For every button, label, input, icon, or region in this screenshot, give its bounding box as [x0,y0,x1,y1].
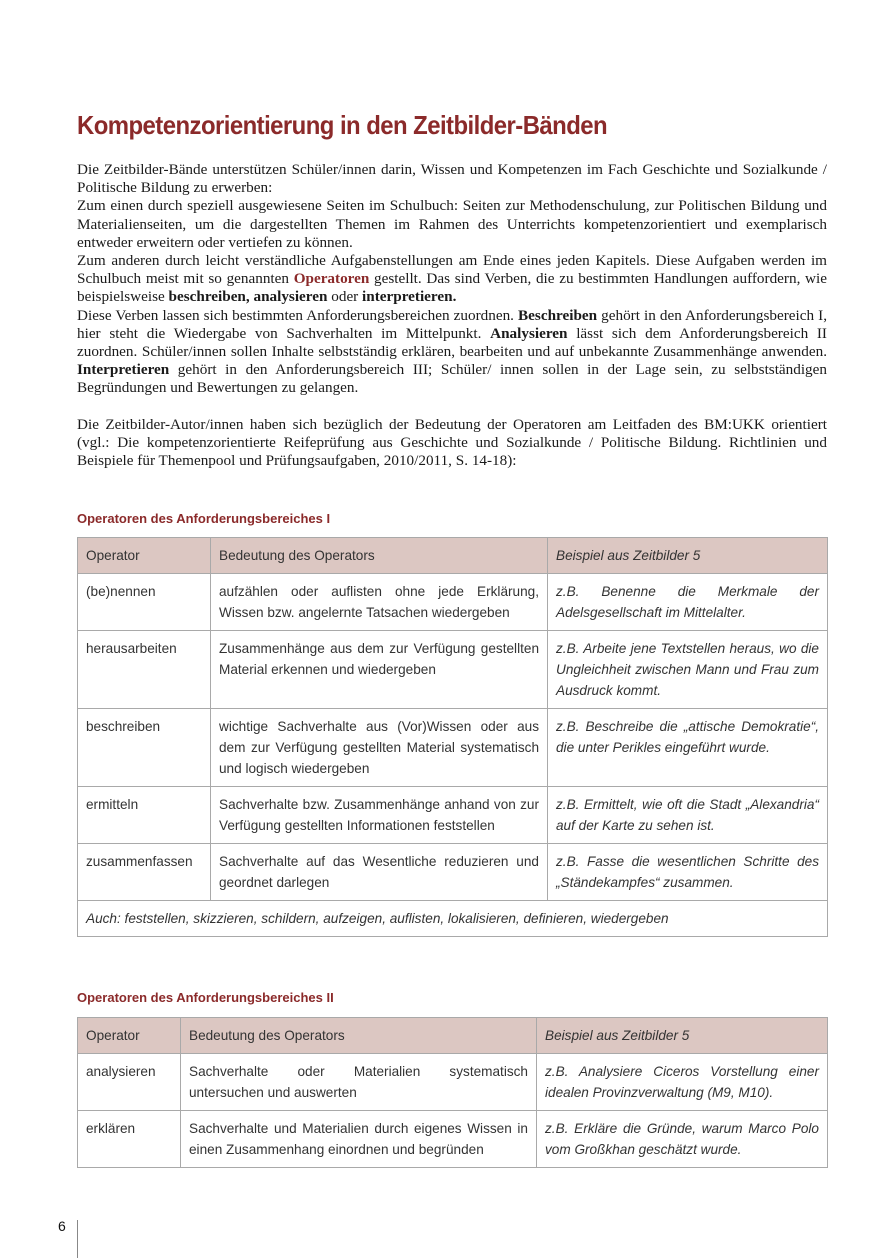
table-row [78,631,828,709]
example-cell: z.B. Arbeite jene Textstellen heraus, wo die Ungleichheit zwischen Mann und Frau zum Ausdruck kommt. [548,631,828,709]
table-footer-row [78,901,828,937]
meaning-cell: Sachverhalte bzw. Zusammenhänge anhand von zur Verfügung gestellten Informationen feststellen [211,787,548,844]
bold-term: Beschreiben [518,306,598,324]
meaning-cell: wichtige Sachverhalte aus (Vor)Wissen oder aus dem zur Verfügung gestellten Material systematisch und logisch wiedergeben [211,709,548,787]
intro-text [77,161,827,470]
example-cell: z.B. Erkläre die Gründe, warum Marco Polo vom Großkhan geschätzt wurde. [537,1111,828,1168]
bold-term: beschreiben, analysieren [168,288,328,306]
page-number: 6 [58,1218,66,1234]
section-heading-2: Operatoren des Anforderungsbereiches II [77,990,334,1005]
table-header-row [78,538,828,574]
example-cell: z.B. Fasse die wesentlichen Schritte des „Ständekampfes“ zusammen. [548,844,828,901]
intro-paragraph-1: Die Zeitbilder-Bände unterstützen Schüler/innen darin, Wissen und Kompetenzen im Fach Geschichte und Sozialkunde / Politische Bildung zu erwerben: [77,161,827,197]
intro-paragraph-4 [77,307,827,398]
bold-term: Interpretieren [77,361,170,379]
text-span: lässt sich dem Anforderungsbereich II zuordnen. Schüler/innen sollen Inhalte selbstständig erklären, bearbeiten und auf unbekannte Zusammenhänge anwenden. [77,324,827,361]
bold-term: Analysieren [490,324,568,342]
text-span: gehört in den Anforderungsbereich III; Schüler/ innen sollen in der Lage sein, zu selbstständigen Begründungen und Bewertungen zu gelangen. [77,361,827,397]
operatoren-highlight: Operatoren [293,270,370,288]
example-cell: z.B. Ermittelt, wie oft die Stadt „Alexandria“ auf der Karte zu sehen ist. [548,787,828,844]
header-example: Beispiel aus Zeitbilder 5 [537,1018,828,1054]
header-example: Beispiel aus Zeitbilder 5 [548,538,828,574]
meaning-cell: aufzählen oder auflisten ohne jede Erklärung, Wissen bzw. angelernte Tatsachen wiedergeben [211,574,548,631]
intro-paragraph-3 [77,252,827,307]
text-span: oder [327,288,363,306]
operator-cell: ermitteln [78,787,211,844]
operator-cell: herausarbeiten [78,631,211,709]
header-meaning: Bedeutung des Operators [211,538,548,574]
example-cell: z.B. Beschreibe die „attische Demokratie“, die unter Perikles eingeführt wurde. [548,709,828,787]
operators-table-1 [77,537,828,937]
operators-table-2 [77,1017,828,1168]
intro-paragraph-5: Die Zeitbilder-Autor/innen haben sich bezüglich der Bedeutung der Operatoren am Leitfaden des BM:UKK orientiert (vgl.: Die kompetenzorientierte Reifeprüfung aus Geschichte und Sozialkunde / Politische Bildung. Richtlinien und Beispiele für Themenpool und Prüfungsaufgaben, 2010/2011, S. 14-18): [77,415,827,470]
header-operator: Operator [78,538,211,574]
meaning-cell: Sachverhalte oder Materialien systematisch untersuchen und auswerten [181,1054,537,1111]
also-operators-cell: Auch: feststellen, skizzieren, schildern, aufzeigen, auflisten, lokalisieren, definieren, wiedergeben [78,901,828,937]
table-header-row [78,1018,828,1054]
operator-cell: analysieren [78,1054,181,1111]
page-divider-line [77,1220,78,1258]
table-row [78,574,828,631]
table-row [78,709,828,787]
header-meaning: Bedeutung des Operators [181,1018,537,1054]
table-row [78,1111,828,1168]
text-span: gestellt. Das sind Verben, die zu bestimmten Handlungen auffordern, wie beispielsweise [77,270,827,306]
operator-cell: beschreiben [78,709,211,787]
text-span: Diese Verben lassen sich bestimmten Anforderungsbereichen zuordnen. [77,306,519,324]
table-row [78,844,828,901]
operator-cell: erklären [78,1111,181,1168]
section-heading-1: Operatoren des Anforderungsbereiches I [77,511,331,526]
table-row [78,787,828,844]
meaning-cell: Sachverhalte auf das Wesentliche reduzieren und geordnet darlegen [211,844,548,901]
bold-term: interpretieren. [362,288,457,306]
page-title: Kompetenzorientierung in den Zeitbilder-Bänden [77,110,608,140]
operator-cell: (be)nennen [78,574,211,631]
meaning-cell: Sachverhalte und Materialien durch eigenes Wissen in einen Zusammenhang einordnen und begründen [181,1111,537,1168]
text-span: Zum anderen durch leicht verständliche Aufgabenstellungen am Ende eines jeden Kapitels. Diese Aufgaben werden im Schulbuch meist mit so genannten [77,252,827,288]
meaning-cell: Zusammenhänge aus dem zur Verfügung gestellten Material erkennen und wiedergeben [211,631,548,709]
example-cell: z.B. Benenne die Merkmale der Adelsgesellschaft im Mittelalter. [548,574,828,631]
intro-paragraph-2: Zum einen durch speziell ausgewiesene Seiten im Schulbuch: Seiten zur Methodenschulung, zur Politischen Bildung und Materialienseiten, um die dargestellten Themen im Rahmen des Unterrichts kompetenzorientiert und exemplarisch entweder erweitern oder vertiefen zu können. [77,197,827,251]
table-row [78,1054,828,1111]
header-operator: Operator [78,1018,181,1054]
example-cell: z.B. Analysiere Ciceros Vorstellung einer idealen Provinzverwaltung (M9, M10). [537,1054,828,1111]
operator-cell: zusammenfassen [78,844,211,901]
text-span: gehört in den Anforderungsbereich I, hier steht die Wiedergabe von Sachverhalten im Mittelpunkt. [77,306,827,342]
